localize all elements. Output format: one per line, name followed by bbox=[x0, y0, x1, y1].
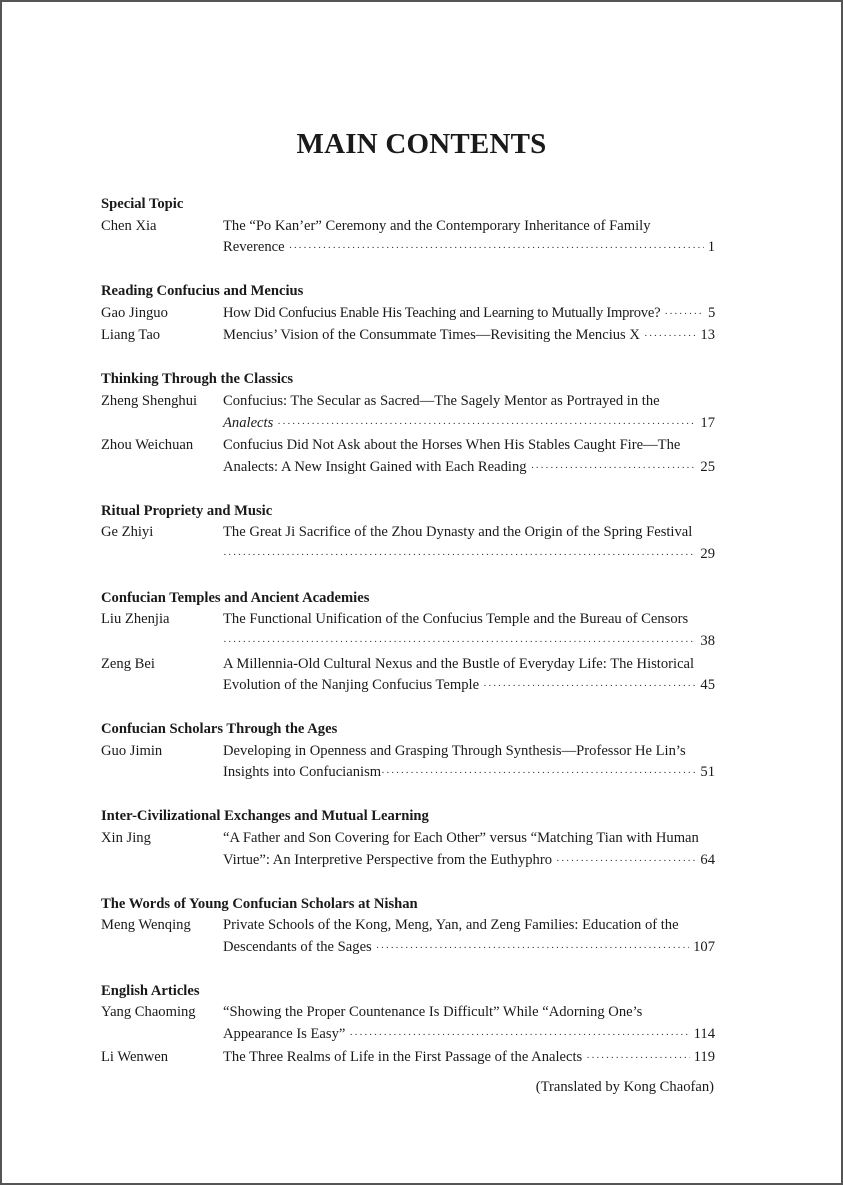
dot-leader bbox=[223, 632, 696, 654]
entry-author: Liu Zhenjia bbox=[101, 611, 170, 628]
section-heading: Confucian Temples and Ancient Academies bbox=[101, 589, 370, 606]
entry-author: Yang Chaoming bbox=[101, 1004, 196, 1021]
dot-leader bbox=[277, 414, 696, 436]
entry-page-number: 38 bbox=[700, 633, 715, 650]
entry-page-number: 5 bbox=[707, 304, 715, 321]
toc-entry[interactable] bbox=[101, 303, 715, 326]
dot-leader bbox=[586, 1048, 689, 1070]
translator-credit: (Translated by Kong Chaofan) bbox=[535, 1079, 714, 1095]
toc-entry[interactable] bbox=[101, 609, 715, 653]
dot-leader bbox=[289, 238, 704, 260]
dot-leader bbox=[483, 676, 696, 698]
entry-page-number: 64 bbox=[700, 851, 715, 868]
dot-leader bbox=[531, 458, 697, 480]
entry-author: Zhou Weichuan bbox=[101, 437, 194, 454]
toc-entry[interactable] bbox=[101, 1002, 715, 1046]
dot-leader bbox=[223, 545, 696, 567]
entry-title-line2: Analects: A New Insight Gained with Each Reading bbox=[223, 458, 527, 475]
toc-entry[interactable] bbox=[101, 522, 715, 566]
entry-page-number: 1 bbox=[707, 239, 715, 256]
entry-page-number: 25 bbox=[700, 458, 715, 475]
entry-title-line2: Appearance Is Easy” bbox=[223, 1025, 346, 1042]
entry-title-line1: The Functional Unification of the Confucius Temple and the Bureau of Censors bbox=[223, 611, 689, 628]
entry-title-line1: Confucius: The Secular as Sacred—The Sagely Mentor as Portrayed in the bbox=[223, 392, 660, 409]
table-of-contents bbox=[101, 194, 715, 1091]
section-heading: Special Topic bbox=[101, 196, 184, 212]
section-heading: The Words of Young Confucian Scholars at Nishan bbox=[101, 895, 418, 912]
entry-title-line1: Mencius’ Vision of the Consummate Times—Revisiting the Mencius X bbox=[223, 327, 640, 344]
section-heading: Ritual Propriety and Music bbox=[101, 502, 273, 519]
entry-title-line2: Descendants of the Sages bbox=[223, 938, 372, 955]
entry-title-line2: Virtue”: An Interpretive Perspective from the Euthyphro bbox=[223, 851, 552, 868]
entry-page-number: 13 bbox=[700, 327, 715, 344]
toc-section-young-scholars bbox=[101, 894, 715, 960]
entry-title-line1: A Millennia-Old Cultural Nexus and the Bustle of Everyday Life: The Historical bbox=[223, 655, 695, 672]
toc-entry[interactable] bbox=[101, 1047, 715, 1070]
entry-title-line1: “A Father and Son Covering for Each Other” versus “Matching Tian with Human bbox=[223, 830, 699, 846]
entry-title-line1: The “Po Kan’er” Ceremony and the Contemporary Inheritance of Family bbox=[223, 217, 651, 234]
entry-author: Ge Zhiyi bbox=[101, 524, 154, 541]
entry-page-number: 29 bbox=[700, 545, 715, 562]
entry-author: Chen Xia bbox=[101, 217, 157, 234]
entry-title-line1: How Did Confucius Enable His Teaching and Learning to Mutually Improve? bbox=[223, 304, 661, 321]
entry-author: Zheng Shenghui bbox=[101, 392, 198, 409]
toc-entry[interactable] bbox=[101, 325, 715, 348]
entry-author: Zeng Bei bbox=[101, 655, 155, 672]
entry-title-line1: Confucius Did Not Ask about the Horses When His Stables Caught Fire—The bbox=[223, 437, 681, 454]
entry-title-line2: Evolution of the Nanjing Confucius Temple bbox=[223, 677, 480, 694]
entry-page-number: 51 bbox=[700, 764, 715, 781]
entry-author: Guo Jimin bbox=[101, 742, 163, 759]
section-heading: Inter-Civilizational Exchanges and Mutual Learning bbox=[101, 808, 429, 825]
toc-entry[interactable] bbox=[101, 391, 715, 435]
dot-leader bbox=[376, 938, 689, 960]
page-title: MAIN CONTENTS bbox=[296, 128, 547, 160]
toc-entry[interactable] bbox=[101, 741, 715, 785]
entry-title-line1: The Great Ji Sacrifice of the Zhou Dynasty and the Origin of the Spring Festival bbox=[223, 524, 693, 541]
toc-section-reading-confucius bbox=[101, 281, 715, 348]
entry-title-line1: “Showing the Proper Countenance Is Difficult” While “Adorning One’s bbox=[223, 1004, 643, 1021]
entry-author: Xin Jing bbox=[101, 830, 151, 846]
toc-section-temples-academies bbox=[101, 588, 715, 698]
entry-title-line2: Insights into Confucianism bbox=[223, 764, 382, 781]
toc-section-inter-civilizational bbox=[101, 806, 715, 872]
section-heading: Confucian Scholars Through the Ages bbox=[101, 721, 338, 738]
section-heading: English Articles bbox=[101, 982, 200, 999]
entry-page-number: 114 bbox=[693, 1025, 715, 1042]
entry-title-line1: Developing in Openness and Grasping Through Synthesis—Professor He Lin’s bbox=[223, 742, 686, 759]
section-heading: Reading Confucius and Mencius bbox=[101, 283, 304, 300]
entry-page-number: 45 bbox=[700, 677, 715, 694]
dot-leader bbox=[644, 326, 696, 348]
entry-author: Liang Tao bbox=[101, 327, 161, 344]
toc-section-english-articles bbox=[101, 981, 715, 1069]
toc-entry[interactable] bbox=[101, 915, 715, 959]
toc-entry[interactable] bbox=[101, 654, 715, 698]
entry-author: Meng Wenqing bbox=[101, 917, 191, 934]
toc-entry[interactable] bbox=[101, 435, 715, 479]
entry-page-number: 17 bbox=[700, 414, 715, 431]
section-heading: Thinking Through the Classics bbox=[101, 371, 294, 388]
toc-section-special-topic bbox=[101, 194, 715, 260]
dot-leader bbox=[381, 763, 696, 785]
entry-title-line2: Analects bbox=[223, 414, 274, 431]
entry-page-number: 107 bbox=[693, 938, 715, 955]
dot-leader bbox=[349, 1025, 689, 1047]
toc-section-ritual-music bbox=[101, 501, 715, 567]
entry-title-line1: Private Schools of the Kong, Meng, Yan, and Zeng Families: Education of the bbox=[223, 917, 679, 934]
entry-title-line2: Reverence bbox=[223, 239, 285, 256]
toc-entry[interactable] bbox=[101, 216, 715, 260]
entry-title-line1: The Three Realms of Life in the First Passage of the Analects bbox=[223, 1048, 583, 1065]
entry-author: Gao Jinguo bbox=[101, 304, 168, 321]
toc-section-scholars-ages bbox=[101, 719, 715, 785]
dot-leader bbox=[664, 304, 704, 326]
entry-author: Li Wenwen bbox=[101, 1048, 169, 1065]
entry-page-number: 119 bbox=[693, 1048, 715, 1065]
toc-section-thinking-classics bbox=[101, 369, 715, 479]
dot-leader bbox=[556, 851, 696, 873]
toc-entry[interactable] bbox=[101, 828, 715, 872]
